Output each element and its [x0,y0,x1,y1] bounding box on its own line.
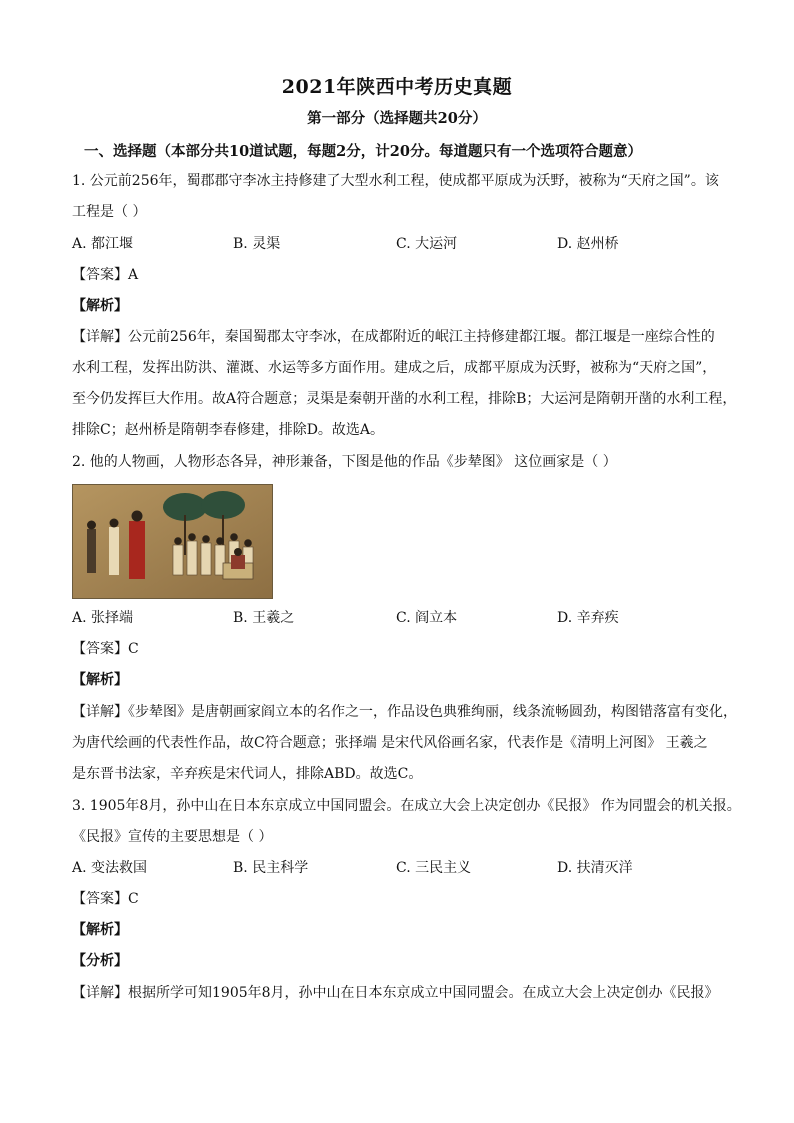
q1-option-d: D. 赵州桥 [557,236,619,252]
q1-option-b: B. 灵渠 [233,236,281,252]
q3-option-d: D. 扶清灭洋 [557,860,633,876]
q2-option-d: D. 辛弃疾 [557,610,619,626]
q1-detail-line2: 水利工程，发挥出防洪、灌溉、水运等多方面作用。建成之后，成都平原成为沃野，被称为“天府之国”， [72,360,717,376]
q1-option-a: A. 都江堰 [72,236,134,252]
part-subtitle: 第一部分（选择题共20分） [307,110,487,127]
q3-analysis-label: 【解析】 [72,922,128,938]
q3-stem-line1: 3. 1905年8月，孙中山在日本东京成立中国同盟会。在成立大会上决定创办《民报》 作为同盟会的机关报。 [72,798,741,814]
q2-answer: 【答案】C [72,641,139,657]
q2-detail-line1: 【详解】《步辇图》是唐朝画家阎立本的名作之一，作品设色典雅绚丽，线条流畅圆劲，构图错落富有变化， [72,704,737,720]
painting-illustration [73,485,272,598]
q2-stem-line1: 2. 他的人物画，人物形态各异，神形兼备，下图是他的作品《步辇图》 这位画家是（ ） [72,454,617,470]
q1-option-c: C. 大运河 [396,236,458,252]
q1-answer: 【答案】A [72,267,139,283]
q1-stem-line2: 工程是（ ） [72,204,147,220]
q1-stem-line1: 1. 公元前256年，蜀郡郡守李冰主持修建了大型水利工程，使成都平原成为沃野，被称为“天府之国”。该 [72,173,719,189]
q2-option-b: B. 王羲之 [233,610,295,626]
q2-option-c: C. 阎立本 [396,610,458,626]
q3-answer: 【答案】C [72,891,139,907]
q2-option-a: A. 张择端 [72,610,134,626]
q2-analysis-label: 【解析】 [72,672,128,688]
q2-detail-line2: 为唐代绘画的代表性作品，故C符合题意；张择端 是宋代风俗画名家，代表作是《清明上河图》 王羲之 [72,735,708,751]
q1-analysis-label: 【解析】 [72,298,128,314]
bunian-painting-image [72,484,273,599]
page-title: 2021年陕西中考历史真题 [281,76,513,98]
q3-option-a: A. 变法救国 [72,860,148,876]
q3-detail-line1: 【详解】根据所学可知1905年8月，孙中山在日本东京成立中国同盟会。在成立大会上决定创办《民报》 [72,985,719,1001]
section-heading: 一、选择题（本部分共10道试题，每题2分，计20分。每道题只有一个选项符合题意） [84,143,642,160]
q1-detail-line4: 排除C；赵州桥是隋朝李春修建，排除D。故选A。 [72,422,385,438]
q3-fenxi-label: 【分析】 [72,953,128,969]
q3-option-b: B. 民主科学 [233,860,309,876]
q1-detail-line1: 【详解】公元前256年，秦国蜀郡太守李冰，在成都附近的岷江主持修建都江堰。都江堰是一座综合性的 [72,329,715,345]
q1-detail-line3: 至今仍发挥巨大作用。故A符合题意；灵渠是秦朝开凿的水利工程，排除B；大运河是隋朝开凿的水利工程， [72,391,737,407]
q2-detail-line3: 是东晋书法家，辛弃疾是宋代词人，排除ABD。故选C。 [72,766,423,782]
q3-option-c: C. 三民主义 [396,860,472,876]
q3-stem-line2: 《民报》宣传的主要思想是（ ） [72,829,273,845]
